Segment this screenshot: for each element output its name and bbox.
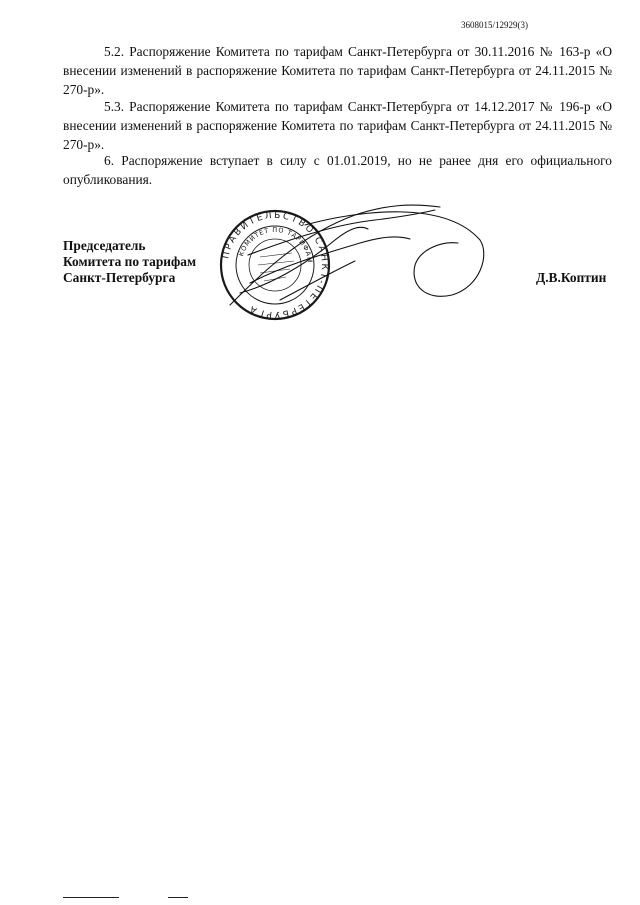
signatory-title-line: Комитета по тарифам (63, 254, 197, 269)
paragraph-5-2 (63, 42, 612, 99)
stamp-inner-text: КОМИТЕТ ПО ТАРИФАМ (237, 225, 315, 264)
signatory-title-line: Санкт-Петербурга (63, 270, 176, 285)
footer-divider (168, 897, 188, 898)
paragraph-text: 6. Распоряжение вступает в силу с 01.01.2019, но не ранее дня его официального опубликования. (63, 153, 612, 187)
paragraph-6 (63, 151, 612, 189)
signatory-name: Д.В.Коптин (536, 270, 607, 285)
document-number: 3608015/12929(3) (461, 20, 528, 30)
footer-divider (63, 897, 119, 898)
signatory-title (63, 238, 196, 286)
official-stamp-and-signature (210, 195, 490, 345)
paragraph-5-3 (63, 97, 612, 154)
stamp-outer-text: ПРАВИТЕЛЬСТВО САНКТ-ПЕТЕРБУРГА (221, 210, 330, 320)
paragraph-text: 5.3. Распоряжение Комитета по тарифам Санкт-Петербурга от 14.12.2017 № 196-р «О внесении изменений в распоряжение Комитета по тарифам Санкт-Петербурга от 24.11.2015 № 270-р». (63, 99, 612, 152)
signatory-title-line: Председатель (63, 238, 146, 253)
stamp-seal (221, 211, 329, 319)
paragraph-text: 5.2. Распоряжение Комитета по тарифам Санкт-Петербурга от 30.11.2016 № 163-р «О внесении изменений в распоряжение Комитета по тарифам Санкт-Петербурга от 24.11.2015 № 270-р». (63, 44, 612, 97)
